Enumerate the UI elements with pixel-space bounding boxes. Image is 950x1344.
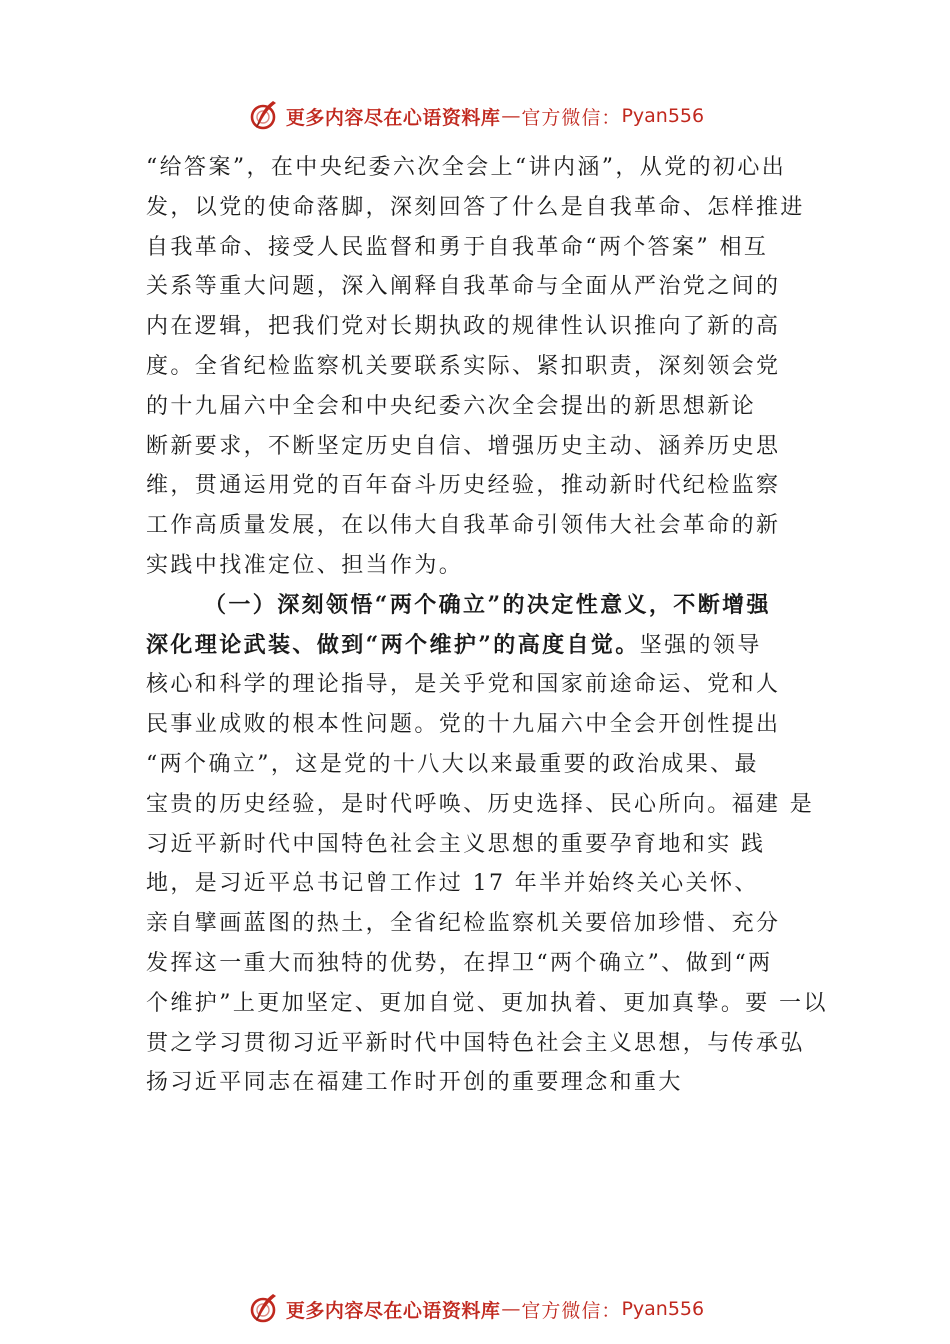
body-line: 的十九届六中全会和中央纪委六次全会提出的新思想新论 (146, 393, 757, 419)
body-line: 民事业成败的根本性问题。党的十九届六中全会开创性提出 (146, 712, 781, 738)
quill-logo-icon (246, 1291, 282, 1327)
watermark-main-text: 更多内容尽在心语资料库 (285, 1299, 501, 1322)
body-line: 断新要求，不断坚定历史自信、增强历史主动、涵养历史思 (146, 433, 781, 459)
watermark-footer (0, 1289, 950, 1329)
body-line: 核心和科学的理论指导，是关乎党和国家前途命运、党和人 (146, 672, 781, 698)
watermark-header (0, 96, 950, 136)
body-line: 习近平新时代中国特色社会主义思想的重要孕育地和实 践 (146, 831, 766, 857)
watermark-official-label: 官方微信： (521, 106, 622, 129)
body-line: 宝贵的历史经验，是时代呼唤、历史选择、民心所向。福建 是 (146, 791, 815, 817)
body-line: 贯之学习贯彻习近平新时代中国特色社会主义思想，与传承弘 (146, 1030, 805, 1056)
watermark-main-text: 更多内容尽在心语资料库 (285, 106, 501, 129)
body-line: 地，是习近平总书记曾工作过 17 年半并始终关心关怀、 (146, 871, 759, 897)
watermark-dash: — (501, 1298, 521, 1320)
body-line: 自我革命、接受人民监督和勇于自我革命“两个答案” 相互 (146, 234, 769, 260)
body-line: 个维护”上更加坚定、更加自觉、更加执着、更加真挚。要 一以 (146, 990, 828, 1016)
body-line: 扬习近平同志在福建工作时开创的重要理念和重大 (146, 1070, 683, 1096)
quill-logo-icon (246, 98, 282, 134)
body-line: “两个确立”，这是党的十八大以来最重要的政治成果、最 (146, 751, 759, 777)
section-body-start: 坚强的领导 (639, 632, 762, 658)
body-line: 度。全省纪检监察机关要联系实际、紧扣职责，深刻领会党 (146, 353, 781, 379)
section-heading-bold: 深化理论武装、做到“两个维护”的高度自觉。 (146, 631, 640, 658)
watermark-account: Pyan556 (621, 1298, 705, 1320)
watermark-dash: — (501, 105, 521, 127)
body-line: 实践中找准定位、担当作为。 (146, 552, 464, 578)
document-body (146, 148, 826, 1103)
watermark-account: Pyan556 (621, 105, 705, 127)
body-line: 关系等重大问题，深入阐释自我革命与全面从严治党之间的 (146, 274, 781, 300)
body-line: 亲自擘画蓝图的热土，全省纪检监察机关要倍加珍惜、充分 (146, 911, 781, 937)
section-heading: （一）深刻领悟“两个确立”的决定性意义，不断增强 (204, 591, 771, 618)
body-line: 发挥这一重大而独特的优势，在捍卫“两个确立”、做到“两 (146, 950, 773, 976)
body-line: 维，贯通运用党的百年奋斗历史经验，推动新时代纪检监察 (146, 473, 781, 499)
body-line: “给答案”，在中央纪委六次全会上“讲内涵”，从党的初心出 (146, 155, 787, 180)
body-line: 内在逻辑，把我们党对长期执政的规律性认识推向了新的高 (146, 314, 781, 340)
body-line: 发，以党的使命落脚，深刻回答了什么是自我革命、怎样推进 (146, 194, 805, 220)
body-line: 工作高质量发展，在以伟大自我革命引领伟大社会革命的新 (146, 513, 781, 539)
watermark-official-label: 官方微信： (521, 1299, 622, 1322)
section-heading-continuation (146, 626, 826, 666)
